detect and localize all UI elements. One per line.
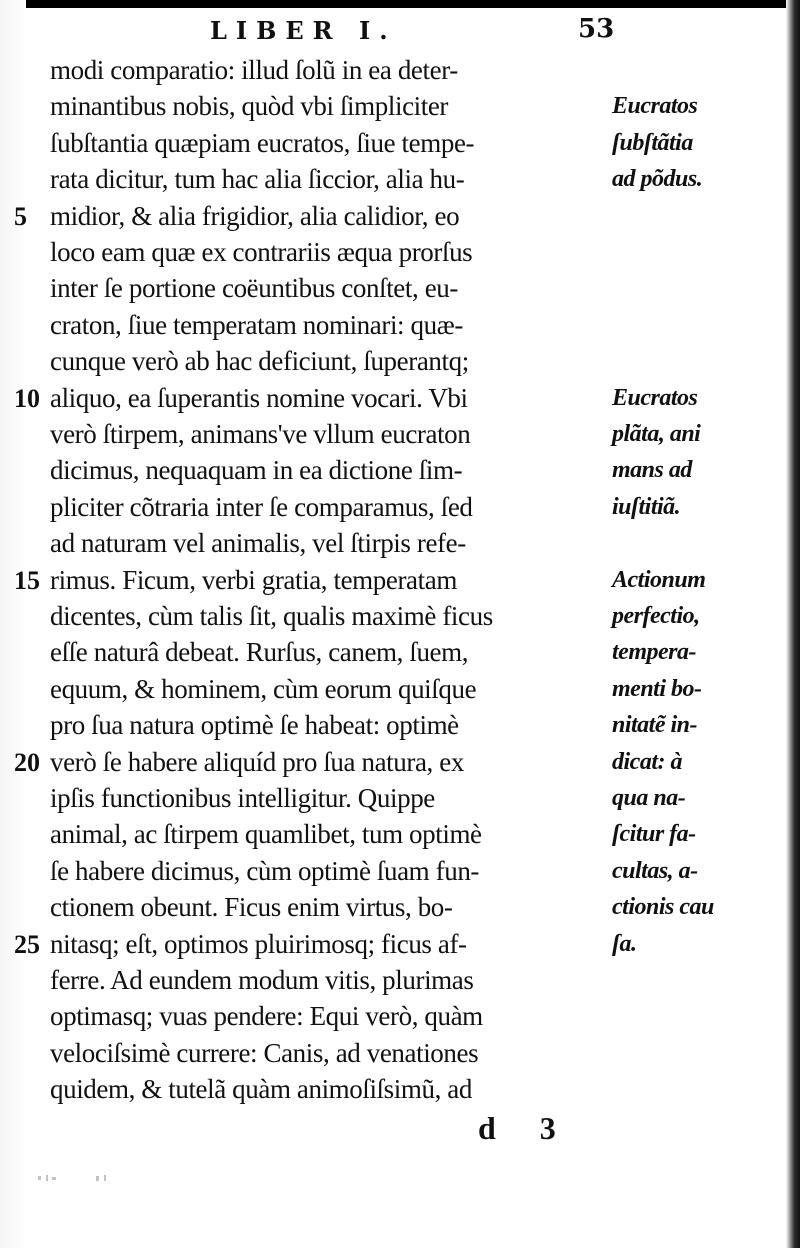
line-number: 25 [14, 929, 40, 959]
text-line: verò ſe habere aliquíd pro ſua natura, ex [50, 746, 464, 777]
margin-note: cultas, a- [612, 857, 698, 884]
text-line: rimus. Ficum, verbi gratia, temperatam [50, 564, 457, 595]
running-head: LIBER I. [210, 16, 397, 45]
text-line: ſe habere dicimus, cùm optimè ſuam fun- [50, 855, 480, 886]
text-line: equum, & hominem, cùm eorum quiſque [50, 673, 477, 704]
margin-note: Eucratos [612, 93, 698, 120]
scan-top-border [26, 0, 800, 8]
margin-note: plãta, ani [612, 421, 701, 447]
text-line: nitasq; eſt, optimos pluirimosq; ficus af- [50, 928, 467, 959]
line-number: 15 [14, 565, 40, 595]
text-line: loco eam quæ ex contrariis æqua prorſus [50, 237, 473, 267]
text-line: inter ſe portione coëuntibus conſtet, eu- [50, 273, 458, 304]
text-line: verò ſtirpem, animans've vllum eucraton [50, 419, 471, 449]
margin-note: ad põdus. [612, 166, 703, 193]
text-line: ſubſtantia quæpiam eucratos, ſiue tempe- [50, 127, 475, 158]
text-line: aliquo, ea ſuperantis nomine vocari. Vbi [50, 382, 468, 413]
margin-note: menti bo- [612, 675, 702, 702]
text-line: craton, ſiue temperatam nominari: quæ- [50, 309, 463, 340]
margin-note: ſcitur fa- [612, 821, 696, 848]
text-line: modi comparatio: illud ſolũ in ea deter- [50, 55, 458, 85]
text-line: animal, ac ſtirpem quamlibet, tum optimè [50, 819, 482, 850]
margin-note: ctionis cau [612, 894, 714, 921]
line-number: 10 [14, 383, 40, 413]
margin-note: Actionum [612, 566, 706, 593]
margin-note: nitatẽ in- [612, 712, 698, 739]
page-left-edge [0, 0, 26, 1248]
text-line: pliciter cõtraria inter ſe comparamus, ſed [50, 491, 473, 522]
text-line: ferre. Ad eundem modum vitis, plurimas [50, 965, 474, 995]
margin-note: ſa. [612, 930, 637, 957]
margin-note: Eucratos [612, 384, 698, 411]
line-number: 20 [14, 747, 40, 777]
margin-note: perfectio, [612, 603, 700, 629]
text-line: velociſsimè currere: Canis, ad venationes [50, 1037, 479, 1068]
text-line: midior, & alia frigidior, alia calidior, eo [50, 200, 460, 231]
margin-note: tempera- [612, 639, 696, 666]
text-line: pro ſua natura optimè ſe habeat: optimè [50, 710, 459, 741]
text-line: dicimus, nequaquam in ea dictione ſim- [50, 455, 463, 486]
margin-note: dicat: à [612, 748, 682, 775]
text-line: minantibus nobis, quòd vbi ſimpliciter [50, 91, 449, 122]
text-line: ctionem obeunt. Ficus enim virtus, bo- [50, 892, 453, 923]
text-line: optimasq; vuas pendere: Equi verò, quàm [50, 1001, 483, 1032]
text-line: dicentes, cùm talis ſit, qualis maximè ficus [50, 601, 493, 631]
text-line: rata dicitur, tum hac alia ſiccior, alia hu- [50, 164, 465, 195]
folio-number: 53 [578, 14, 615, 44]
text-line: quidem, & tutelã quàm animoſiſsimũ, ad [50, 1074, 472, 1105]
line-number: 5 [14, 201, 27, 231]
margin-note: iuſtitiã. [612, 493, 681, 520]
margin-note: ſubſtãtia [612, 129, 693, 156]
margin-note: mans ad [612, 457, 692, 484]
ink-specks [36, 1170, 126, 1188]
text-line: ad naturam vel animalis, vel ſtirpis refe- [50, 528, 466, 559]
text-line: ipſis functionibus intelligitur. Quippe [50, 783, 435, 813]
margin-note: qua na- [612, 785, 686, 811]
signature-mark: d 3 [478, 1109, 574, 1146]
text-line: eſſe naturâ debeat. Rurſus, canem, ſuem, [50, 637, 469, 668]
text-line: cunque verò ab hac deficiunt, ſuperantq; [50, 346, 469, 377]
